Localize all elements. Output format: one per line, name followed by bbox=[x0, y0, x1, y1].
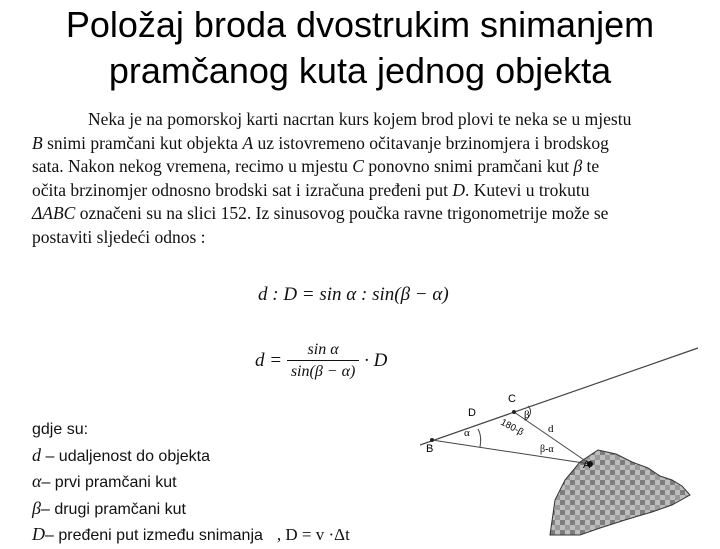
legend-text: – pređeni put između snimanja bbox=[45, 527, 263, 544]
paragraph-text: ponovno snimi pramčani kut bbox=[363, 156, 574, 176]
bearing-line-b bbox=[432, 440, 590, 464]
label-beta: β bbox=[524, 409, 530, 421]
legend-item-d bbox=[32, 443, 412, 470]
paragraph-text: sata. Nakon nekog vremena, recimo u mjestu bbox=[32, 156, 353, 176]
legend-symbol: d bbox=[32, 444, 41, 465]
legend-header: gdje su: bbox=[32, 421, 89, 438]
label-a: A bbox=[583, 459, 591, 471]
arc-alpha bbox=[478, 429, 481, 447]
distance-d: D bbox=[452, 179, 466, 200]
label-b: B bbox=[426, 443, 434, 455]
legend-symbol: D bbox=[32, 524, 45, 544]
paragraph-line-6: postaviti sljedeći odnos : bbox=[32, 226, 206, 247]
legend-symbol: β bbox=[32, 497, 41, 518]
navigation-figure bbox=[420, 340, 710, 540]
point-a: A bbox=[242, 132, 254, 153]
angle-beta: β bbox=[573, 156, 583, 176]
legend-text: – prvi pramčani kut bbox=[41, 474, 177, 491]
point-c: C bbox=[352, 156, 364, 176]
legend-item-beta bbox=[32, 496, 412, 523]
formula-lhs: d = bbox=[255, 349, 283, 371]
formula-numerator: sin α bbox=[287, 340, 360, 361]
coast-shape bbox=[550, 450, 690, 535]
formula-fraction bbox=[287, 340, 360, 383]
legend-item-D bbox=[32, 522, 412, 549]
paragraph-text: označeni su na slici 152. Iz sinusovog poučka ravne trigonometrije može se bbox=[75, 203, 609, 223]
point-b: B bbox=[32, 132, 43, 153]
paragraph-text: očita brzinomjer odnosno brodski sat i izračuna pređeni put bbox=[32, 179, 453, 200]
label-alpha: α bbox=[464, 427, 470, 439]
label-180-beta: 180-β bbox=[498, 416, 526, 439]
paragraph-text: snimi pramčani kut objekta bbox=[42, 132, 243, 153]
triangle-abc: ΔABC bbox=[32, 203, 76, 223]
label-beta-alpha: β-α bbox=[540, 444, 554, 455]
intro-paragraph bbox=[32, 108, 672, 249]
label-c: C bbox=[508, 393, 516, 405]
course-line bbox=[420, 348, 698, 445]
paragraph-line-5 bbox=[32, 202, 672, 226]
legend-symbol: α bbox=[32, 471, 42, 491]
label-d: D bbox=[468, 407, 476, 419]
legend-extra-formula: , D = v ·Δt bbox=[276, 525, 350, 544]
paragraph-text: . Kutevi u trokutu bbox=[465, 179, 590, 200]
formula-ratio: d : D = sin α : sin(β − α) bbox=[258, 284, 449, 305]
label-distance-d: d bbox=[548, 423, 554, 435]
paragraph-line-3 bbox=[32, 155, 672, 179]
title-line-1: Položaj broda dvostrukim snimanjem bbox=[65, 4, 655, 45]
point-b-dot bbox=[430, 438, 434, 442]
legend-text: – udaljenost do objekta bbox=[41, 447, 211, 465]
paragraph-text: uz istovremeno očitavanje brzinomjera i brodskog bbox=[253, 132, 609, 153]
paragraph-line-1: Neka je na pomorskoj karti nacrtan kurs kojem brod plovi te neka se u mjestu bbox=[88, 109, 632, 129]
point-c-dot bbox=[512, 410, 516, 414]
paragraph-line-2 bbox=[32, 132, 672, 156]
formula-denominator: sin(β − α) bbox=[290, 363, 356, 380]
legend-text: – drugi pramčani kut bbox=[40, 500, 186, 518]
formula-distance bbox=[255, 340, 387, 383]
formula-rhs: · D bbox=[364, 349, 388, 371]
paragraph-line-4 bbox=[32, 179, 672, 203]
symbol-legend bbox=[32, 418, 412, 549]
legend-item-alpha bbox=[32, 469, 412, 496]
paragraph-text: te bbox=[582, 156, 600, 176]
slide-title bbox=[0, 2, 720, 94]
title-line-2: pramčanog kuta jednog objekta bbox=[108, 50, 612, 91]
